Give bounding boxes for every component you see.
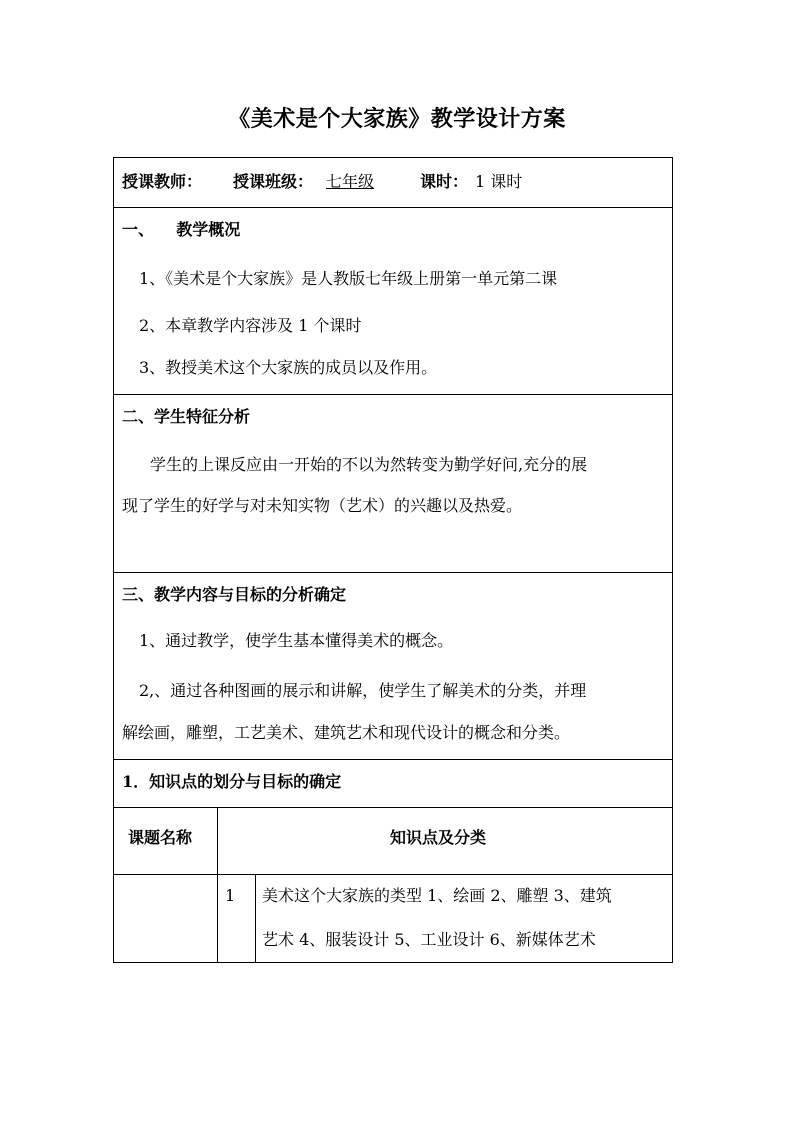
content-item-1: 1、通过教学，使学生基本懂得美术的概念。 — [139, 631, 454, 650]
class-label: 授课班级： — [233, 172, 314, 191]
section-overview-heading: 一、 教学概况 — [122, 220, 241, 239]
section-overview — [114, 207, 672, 394]
student-para-line-2: 现了学生的好学与对未知实物（艺术）的兴趣以及热爱。 — [122, 496, 523, 515]
hours-value: 1 课时 — [475, 172, 523, 191]
knowledge-heading: 1．知识点的划分与目标的确定 — [122, 772, 342, 791]
lesson-plan-table — [113, 157, 673, 963]
points-cell — [218, 875, 672, 962]
row-number-cell — [218, 875, 256, 962]
row-number: 1 — [225, 886, 236, 905]
overview-item-3: 3、教授美术这个大家族的成员以及作用。 — [139, 358, 438, 377]
row-text-cell — [256, 875, 672, 962]
content-item-2-line-1: 2,、通过各种图画的展示和讲解，使学生了解美术的分类，并理 — [139, 681, 587, 700]
overview-item-1: 1、《美术是个大家族》是人教版七年级上册第一单元第二课 — [139, 269, 558, 288]
section-content-heading: 三、教学内容与目标的分析确定 — [122, 585, 347, 604]
row-text-line-1: 美术这个大家族的类型 1、绘画 2、雕塑 3、建筑 — [262, 886, 612, 905]
col-topic-cell — [114, 808, 218, 874]
teacher-label: 授课教师： — [122, 172, 203, 191]
topic-name-cell — [114, 875, 218, 962]
content-item-2-line-2: 解绘画，雕塑，工艺美术、建筑艺术和现代设计的概念和分类。 — [122, 723, 571, 742]
knowledge-heading-row — [114, 759, 672, 807]
knowledge-column-header — [114, 807, 672, 874]
section-student-analysis — [114, 394, 672, 572]
class-value-text: 七年级 — [326, 172, 375, 191]
col-topic: 课题名称 — [128, 828, 193, 847]
col-points-cell — [218, 808, 672, 874]
overview-item-2: 2、本章教学内容涉及 1 个课时 — [139, 316, 362, 335]
class-value — [322, 172, 392, 192]
knowledge-data-row — [114, 874, 672, 963]
hours-label: 课时： — [420, 172, 469, 191]
section-student-heading: 二、学生特征分析 — [122, 407, 251, 426]
student-para-line-1: 学生的上课反应由一开始的不以为然转变为勤学好问,充分的展 — [150, 455, 588, 474]
section-content-goals — [114, 572, 672, 759]
document-title: 《美术是个大家族》教学设计方案 — [228, 106, 566, 132]
header-row — [114, 157, 672, 207]
col-points: 知识点及分类 — [390, 828, 487, 847]
row-text-line-2: 艺术 4、服装设计 5、工业设计 6、新媒体艺术 — [262, 930, 596, 949]
